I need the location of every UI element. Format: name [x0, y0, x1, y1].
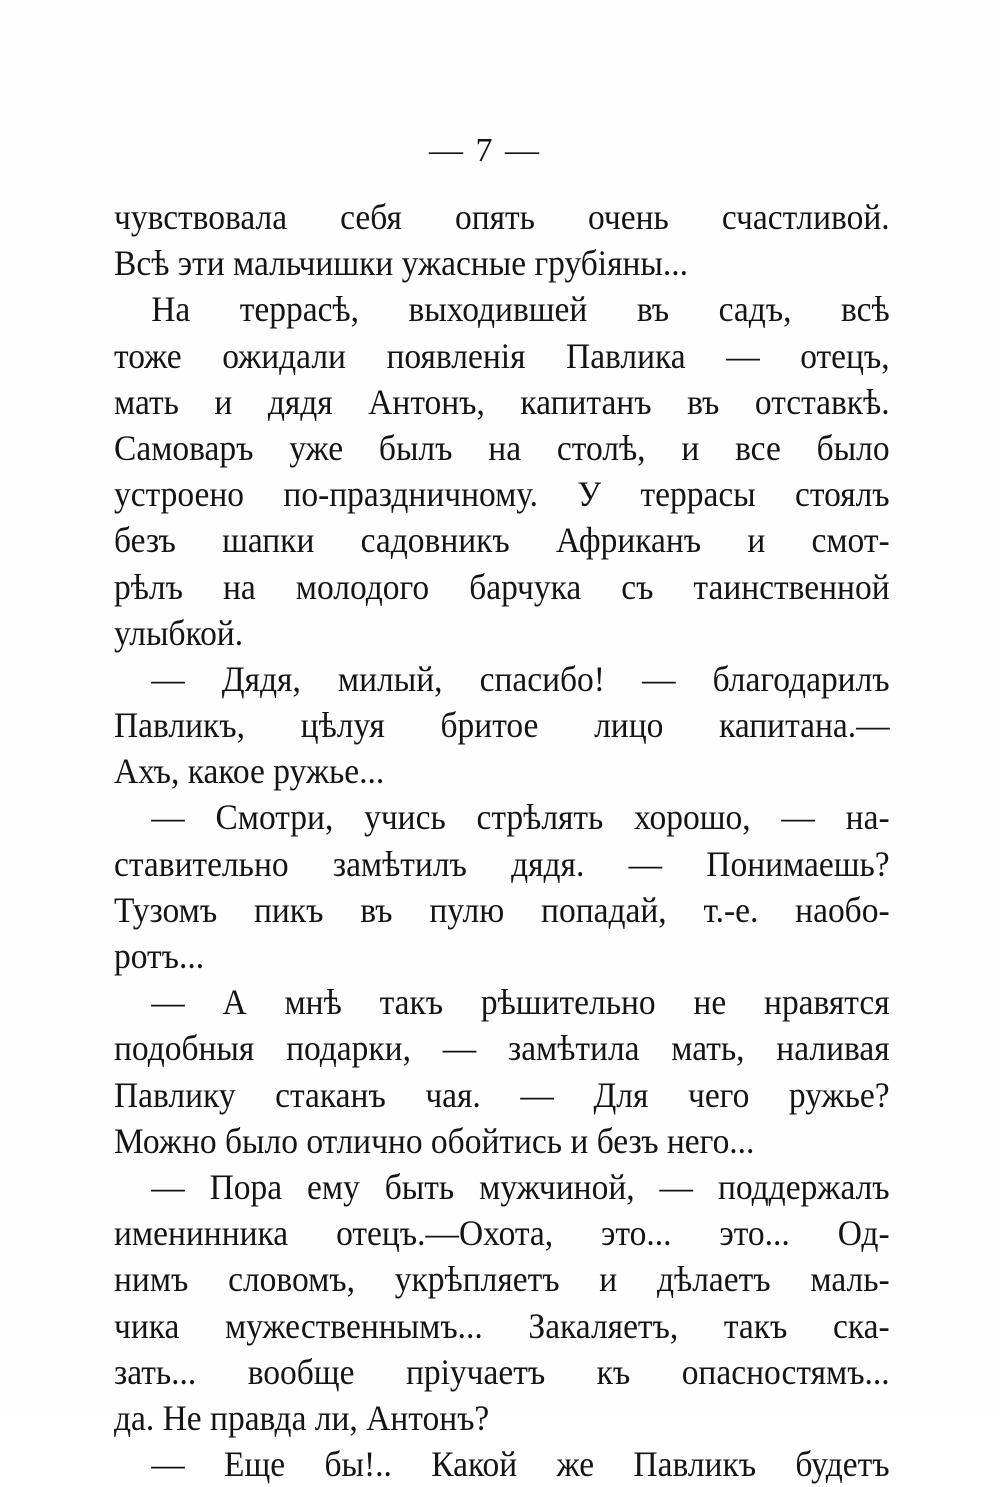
text-line: тоже ожидали появленія Павлика — отецъ, — [114, 335, 890, 376]
text-line: Можно было отлично обойтись и безъ него... — [114, 1120, 755, 1161]
page-number: — 7 — — [429, 132, 541, 169]
text-line: устроено по-праздничному. У террасы стоялъ — [114, 474, 890, 515]
text-line: рѣлъ на молодого барчука съ таинственной — [114, 566, 890, 607]
text-line: подобныя подарки, — замѣтила мать, наливая — [114, 1028, 890, 1069]
text-line: На террасѣ, выходившей въ садъ, всѣ — [151, 289, 890, 330]
text-line: Ахъ, какое ружье... — [114, 751, 385, 792]
text-line: — Дядя, милый, спасибо! — благодарилъ — [151, 658, 890, 699]
text-line: ротъ... — [114, 936, 205, 976]
text-line: — Пора ему быть мужчиной, — поддержалъ — [151, 1166, 890, 1207]
text-line: нимъ словомъ, укрѣпляетъ и дѣлаетъ маль- — [114, 1259, 890, 1300]
text-line: — Смотри, учись стрѣлять хорошо, — на- — [151, 797, 890, 838]
text-line: Павликъ, цѣлуя бритое лицо капитана.— — [114, 705, 890, 746]
text-line: да. Не правда ли, Антонъ? — [114, 1397, 490, 1438]
text-line: зать... вообще пріучаетъ къ опасностямъ... — [114, 1351, 890, 1392]
text-line: мать и дядя Антонъ, капитанъ въ отставкѣ. — [114, 381, 890, 422]
text-line: Павлику стаканъ чая. — Для чего ружье? — [114, 1074, 890, 1115]
text-line: чика мужественнымъ... Закаляетъ, такъ ска- — [114, 1305, 890, 1346]
text-line: улыбкой. — [114, 612, 244, 653]
text-line: Тузомъ пикъ въ пулю попадай, т.-е. наобо- — [114, 889, 890, 930]
text-line: Самоваръ уже былъ на столѣ, и все было — [114, 427, 890, 468]
text-line: безъ шапки садовникъ Африканъ и смот- — [114, 520, 890, 561]
text-line: чувствовала себя опять очень счастливой. — [114, 197, 890, 237]
text-line: ставительно замѣтилъ дядя. — Понимаешь? — [114, 843, 890, 884]
text-line: — Еще бы!.. Какой же Павликъ будетъ — [151, 1444, 890, 1485]
text-line: именинника отецъ.—Охота, это... это... Од- — [114, 1213, 890, 1254]
text-line: — А мнѣ такъ рѣшительно не нравятся — [151, 982, 890, 1023]
text-line: Всѣ эти мальчишки ужасные грубіяны... — [114, 243, 689, 284]
body-text — [114, 194, 890, 1487]
